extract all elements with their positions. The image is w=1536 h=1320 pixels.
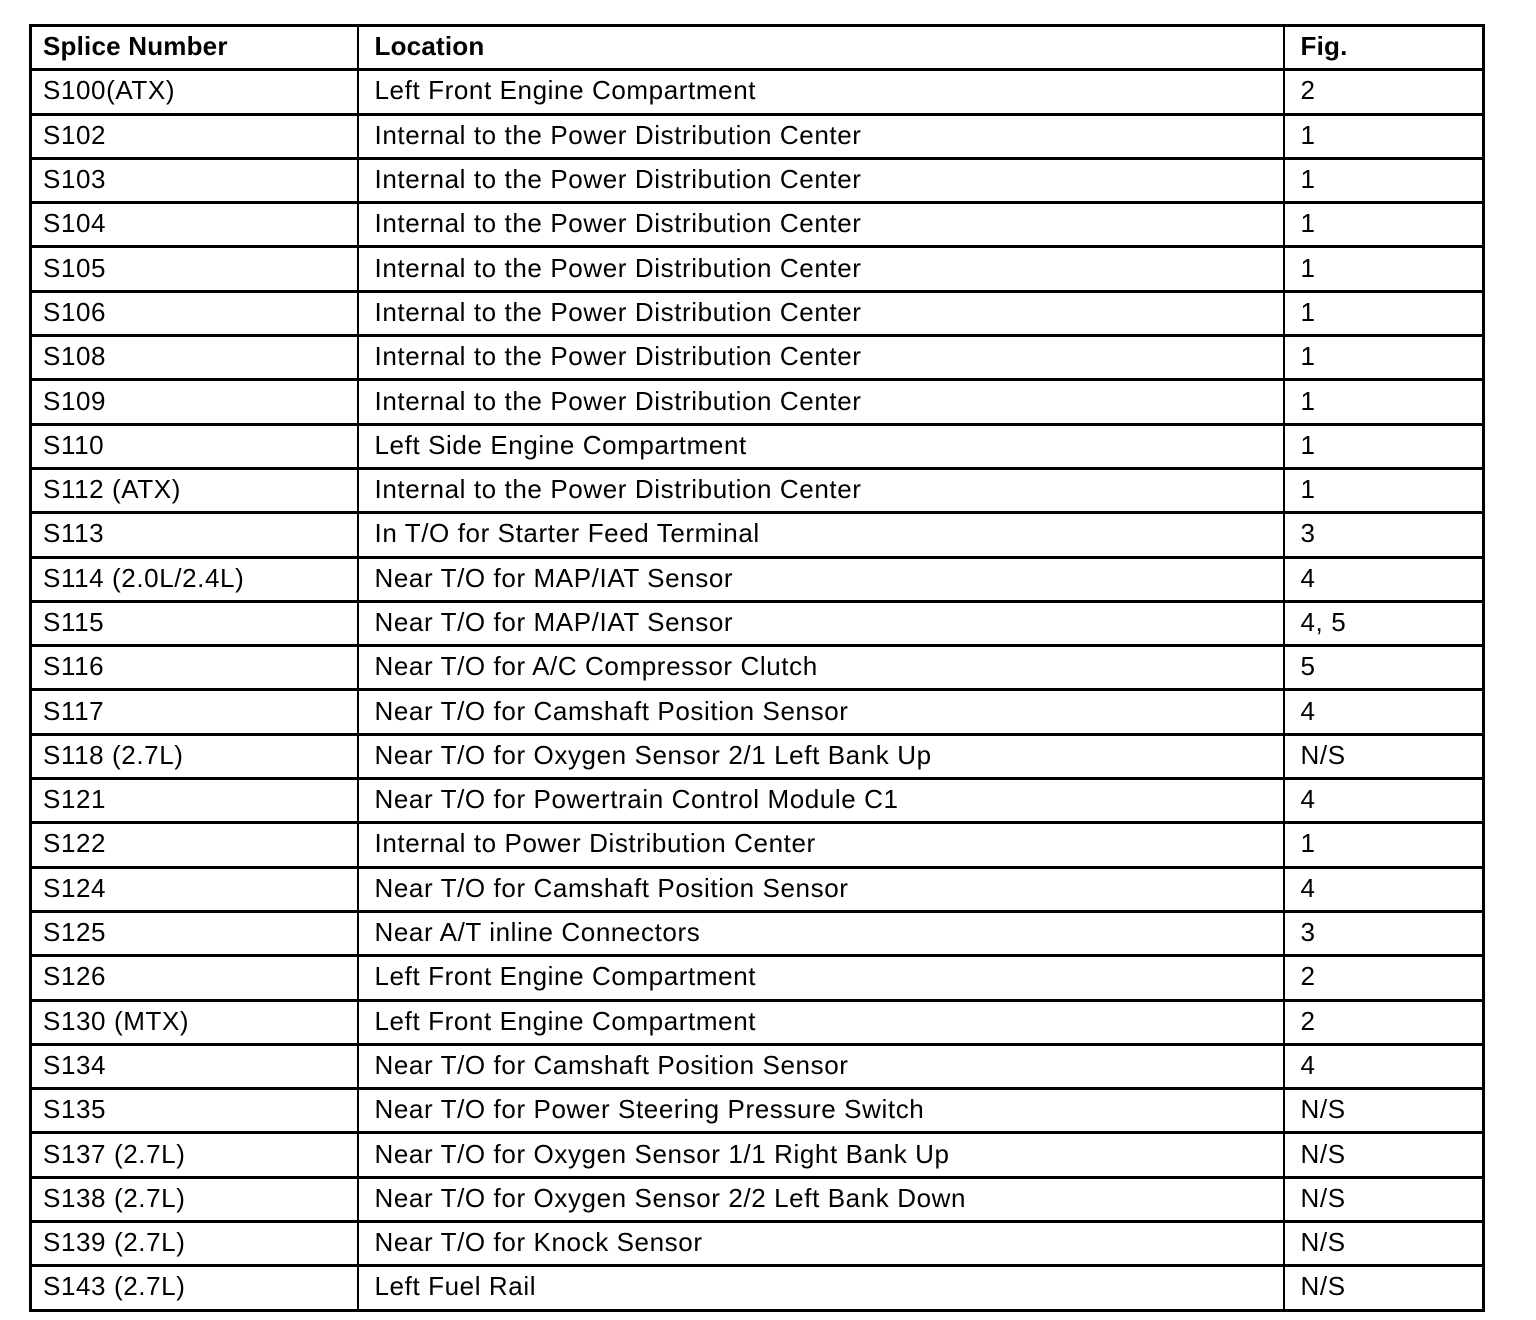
location-cell: Internal to the Power Distribution Center (358, 468, 1284, 512)
location-cell: Internal to the Power Distribution Center (358, 247, 1284, 291)
location-cell: Near T/O for Camshaft Position Sensor (358, 1044, 1284, 1088)
location-cell: Near T/O for A/C Compressor Clutch (358, 646, 1284, 690)
splice-number-cell: S110 (31, 424, 358, 468)
splice-number-cell: S112 (ATX) (31, 468, 358, 512)
fig-cell: N/S (1284, 1266, 1484, 1310)
fig-cell: 1 (1284, 247, 1484, 291)
splice-number-cell: S124 (31, 867, 358, 911)
fig-cell: 1 (1284, 203, 1484, 247)
table-row (31, 424, 1484, 468)
location-cell: Internal to the Power Distribution Center (358, 336, 1284, 380)
location-cell: Internal to the Power Distribution Center (358, 158, 1284, 202)
splice-number-cell: S122 (31, 823, 358, 867)
header-splice-number: Splice Number (31, 26, 358, 70)
location-cell: Near T/O for Knock Sensor (358, 1222, 1284, 1266)
location-cell: Near T/O for Oxygen Sensor 1/1 Right Bank Up (358, 1133, 1284, 1177)
fig-cell: 2 (1284, 956, 1484, 1000)
table-row (31, 956, 1484, 1000)
table-row (31, 291, 1484, 335)
location-cell: Left Front Engine Compartment (358, 1000, 1284, 1044)
table-row (31, 601, 1484, 645)
fig-cell: N/S (1284, 1177, 1484, 1221)
table-header-row (31, 26, 1484, 70)
table-row (31, 1044, 1484, 1088)
splice-number-cell: S126 (31, 956, 358, 1000)
splice-number-cell: S143 (2.7L) (31, 1266, 358, 1310)
fig-cell: 1 (1284, 336, 1484, 380)
fig-cell: 2 (1284, 70, 1484, 114)
table-row (31, 468, 1484, 512)
location-cell: Left Front Engine Compartment (358, 70, 1284, 114)
table-row (31, 911, 1484, 955)
location-cell: Near T/O for MAP/IAT Sensor (358, 601, 1284, 645)
location-cell: Near T/O for Camshaft Position Sensor (358, 690, 1284, 734)
splice-number-cell: S104 (31, 203, 358, 247)
splice-number-cell: S103 (31, 158, 358, 202)
fig-cell: 3 (1284, 911, 1484, 955)
fig-cell: 1 (1284, 158, 1484, 202)
location-cell: Near T/O for Powertrain Control Module C1 (358, 779, 1284, 823)
location-cell: Near A/T inline Connectors (358, 911, 1284, 955)
splice-number-cell: S139 (2.7L) (31, 1222, 358, 1266)
splice-number-cell: S134 (31, 1044, 358, 1088)
fig-cell: N/S (1284, 734, 1484, 778)
location-cell: Near T/O for Oxygen Sensor 2/2 Left Bank Down (358, 1177, 1284, 1221)
splice-number-cell: S118 (2.7L) (31, 734, 358, 778)
location-cell: Near T/O for Power Steering Pressure Switch (358, 1089, 1284, 1133)
splice-number-cell: S138 (2.7L) (31, 1177, 358, 1221)
splice-location-table (29, 24, 1485, 1312)
fig-cell: 1 (1284, 823, 1484, 867)
header-location: Location (358, 26, 1284, 70)
fig-cell: 5 (1284, 646, 1484, 690)
table-row (31, 1000, 1484, 1044)
fig-cell: 4 (1284, 557, 1484, 601)
fig-cell: N/S (1284, 1133, 1484, 1177)
table-row (31, 247, 1484, 291)
splice-number-cell: S114 (2.0L/2.4L) (31, 557, 358, 601)
header-fig: Fig. (1284, 26, 1484, 70)
table-row (31, 823, 1484, 867)
splice-number-cell: S117 (31, 690, 358, 734)
fig-cell: N/S (1284, 1089, 1484, 1133)
fig-cell: 4, 5 (1284, 601, 1484, 645)
table-row (31, 1222, 1484, 1266)
table-row (31, 1133, 1484, 1177)
fig-cell: 4 (1284, 1044, 1484, 1088)
location-cell: Internal to the Power Distribution Center (358, 291, 1284, 335)
location-cell: Internal to the Power Distribution Center (358, 114, 1284, 158)
fig-cell: 4 (1284, 779, 1484, 823)
table-row (31, 336, 1484, 380)
splice-number-cell: S105 (31, 247, 358, 291)
fig-cell: 1 (1284, 468, 1484, 512)
table-row (31, 513, 1484, 557)
table-row (31, 690, 1484, 734)
table-row (31, 114, 1484, 158)
splice-number-cell: S121 (31, 779, 358, 823)
table-row (31, 557, 1484, 601)
table-row (31, 1177, 1484, 1221)
fig-cell: 2 (1284, 1000, 1484, 1044)
splice-number-cell: S106 (31, 291, 358, 335)
fig-cell: 1 (1284, 380, 1484, 424)
location-cell: Left Fuel Rail (358, 1266, 1284, 1310)
fig-cell: 1 (1284, 291, 1484, 335)
splice-number-cell: S137 (2.7L) (31, 1133, 358, 1177)
table-row (31, 203, 1484, 247)
splice-number-cell: S130 (MTX) (31, 1000, 358, 1044)
table-row (31, 380, 1484, 424)
splice-number-cell: S113 (31, 513, 358, 557)
table-row (31, 646, 1484, 690)
location-cell: In T/O for Starter Feed Terminal (358, 513, 1284, 557)
splice-number-cell: S115 (31, 601, 358, 645)
table-row (31, 779, 1484, 823)
splice-number-cell: S102 (31, 114, 358, 158)
splice-number-cell: S109 (31, 380, 358, 424)
fig-cell: 1 (1284, 114, 1484, 158)
location-cell: Internal to the Power Distribution Center (358, 380, 1284, 424)
table-body (31, 70, 1484, 1310)
location-cell: Left Side Engine Compartment (358, 424, 1284, 468)
location-cell: Left Front Engine Compartment (358, 956, 1284, 1000)
location-cell: Internal to the Power Distribution Center (358, 203, 1284, 247)
fig-cell: 4 (1284, 690, 1484, 734)
table-row (31, 70, 1484, 114)
table-row (31, 158, 1484, 202)
fig-cell: 4 (1284, 867, 1484, 911)
splice-number-cell: S108 (31, 336, 358, 380)
fig-cell: N/S (1284, 1222, 1484, 1266)
splice-number-cell: S125 (31, 911, 358, 955)
table-row (31, 867, 1484, 911)
splice-number-cell: S135 (31, 1089, 358, 1133)
splice-number-cell: S116 (31, 646, 358, 690)
splice-number-cell: S100(ATX) (31, 70, 358, 114)
table-row (31, 1089, 1484, 1133)
location-cell: Internal to Power Distribution Center (358, 823, 1284, 867)
table-row (31, 1266, 1484, 1310)
table-row (31, 734, 1484, 778)
location-cell: Near T/O for Camshaft Position Sensor (358, 867, 1284, 911)
location-cell: Near T/O for MAP/IAT Sensor (358, 557, 1284, 601)
location-cell: Near T/O for Oxygen Sensor 2/1 Left Bank Up (358, 734, 1284, 778)
fig-cell: 3 (1284, 513, 1484, 557)
fig-cell: 1 (1284, 424, 1484, 468)
